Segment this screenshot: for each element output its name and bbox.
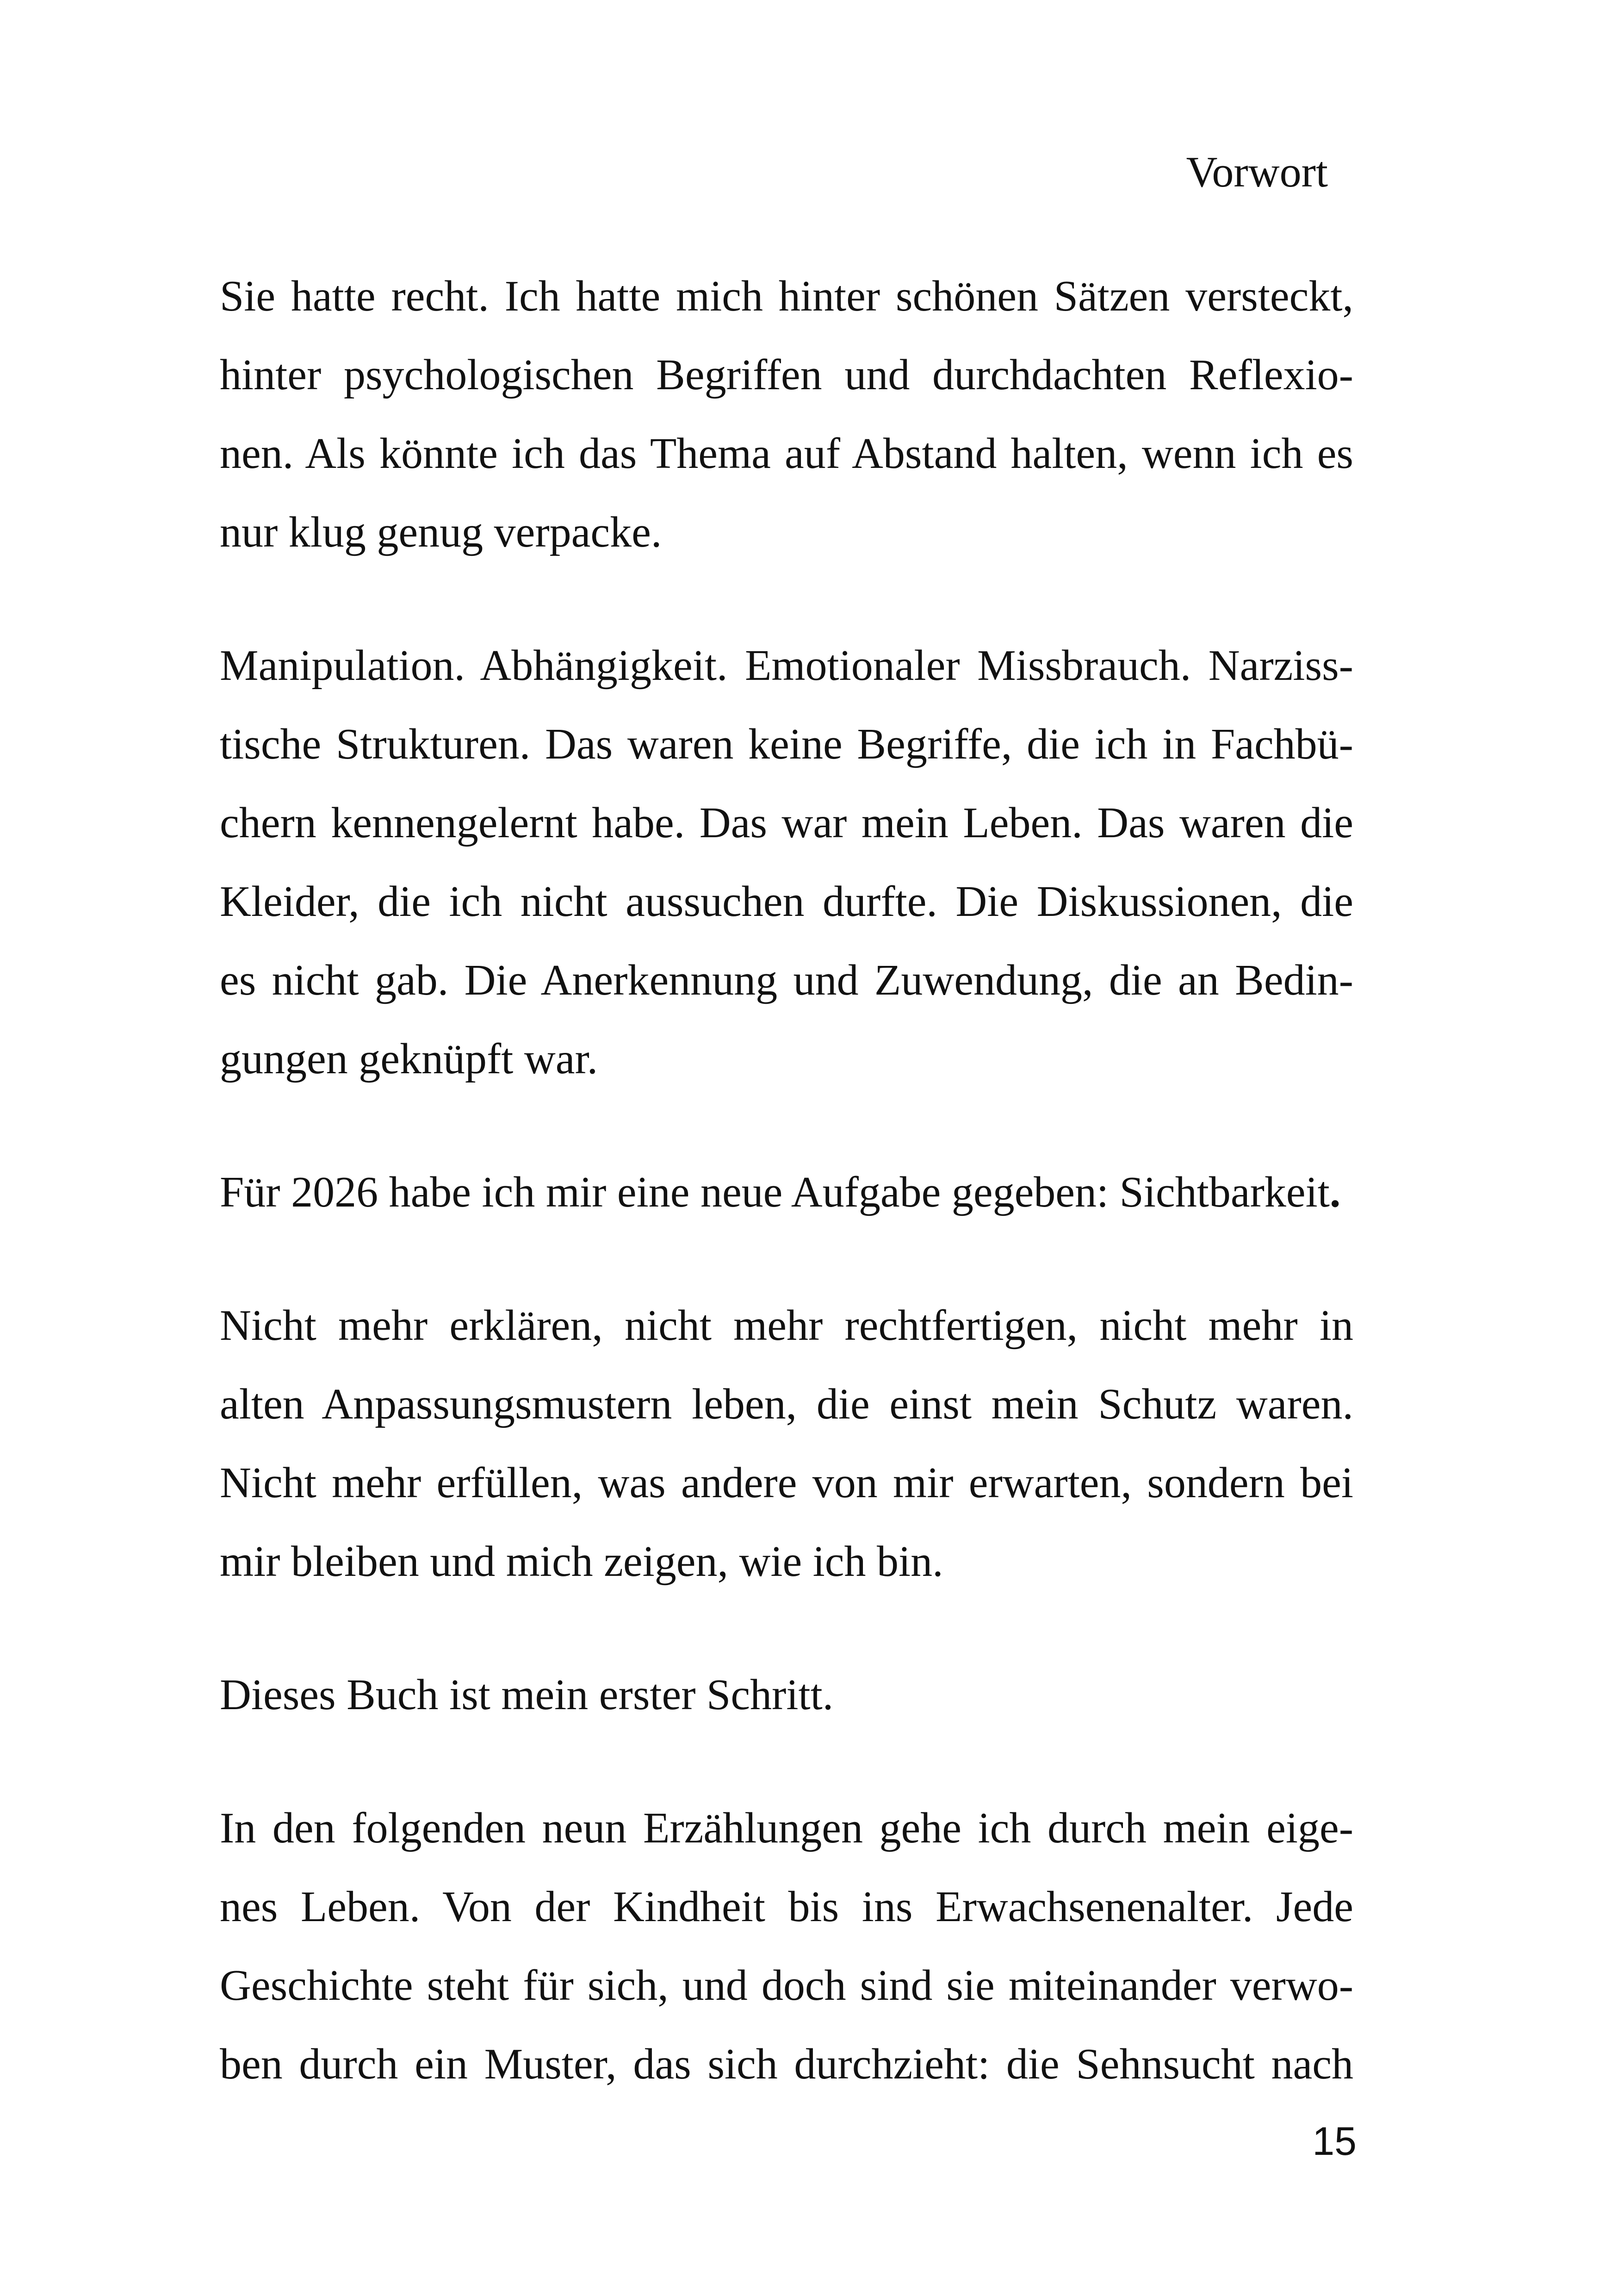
paragraph: [220, 257, 1353, 572]
text-line: es nicht gab. Die Anerkennung und Zuwendung, die an Bedin-: [220, 956, 1353, 1004]
running-header: Vorwort: [1186, 148, 1328, 196]
text-line: Dieses Buch ist mein erster Schritt.: [220, 1671, 834, 1719]
text-line: Geschichte steht für sich, und doch sind sie miteinander verwo-: [220, 1961, 1353, 2010]
text-line: Sie hatte recht. Ich hatte mich hinter schönen Sätzen versteckt,: [220, 272, 1353, 320]
text-line: tische Strukturen. Das waren keine Begriffe, die ich in Fachbü-: [220, 720, 1353, 768]
text-line: nes Leben. Von der Kindheit bis ins Erwachsenenalter. Jede: [220, 1883, 1353, 1931]
text-line: mir bleiben und mich zeigen, wie ich bin.: [220, 1537, 943, 1586]
text-line: Kleider, die ich nicht aussuchen durfte. Die Diskussionen, die: [220, 877, 1353, 926]
paragraph: [220, 1789, 1353, 2103]
text-line: Nicht mehr erklären, nicht mehr rechtfertigen, nicht mehr in: [220, 1301, 1353, 1350]
paragraph: [220, 626, 1353, 1098]
paragraph: [220, 1655, 1353, 1734]
text-line: nur klug genug verpacke.: [220, 508, 662, 556]
text-line: chern kennengelernt habe. Das war mein Leben. Das waren die: [220, 799, 1353, 847]
paragraph: [220, 1153, 1353, 1232]
text-line: [220, 1153, 1353, 1232]
text-line: Nicht mehr erfüllen, was andere von mir erwarten, sondern bei: [220, 1459, 1353, 1507]
body-text: [220, 257, 1353, 2103]
text-line: nen. Als könnte ich das Thema auf Abstand halten, wenn ich es: [220, 429, 1353, 478]
text-line: alten Anpassungsmustern leben, die einst mein Schutz waren.: [220, 1380, 1353, 1428]
text-line: hinter psychologischen Begriffen und durchdachten Reflexio-: [220, 351, 1353, 399]
paragraph: [220, 1286, 1353, 1601]
text-line: Manipulation. Abhängigkeit. Emotionaler Missbrauch. Narziss-: [220, 641, 1353, 690]
text-line: ben durch ein Muster, das sich durchzieht: die Sehnsucht nach: [220, 2040, 1353, 2088]
text-line-content: Für 2026 habe ich mir eine neue Aufgabe gegeben: Sichtbarkeit: [220, 1168, 1330, 1216]
text-line: In den folgenden neun Erzählungen gehe ich durch mein eige-: [220, 1804, 1353, 1852]
bold-period: .: [1329, 1168, 1341, 1216]
text-line: gungen geknüpft war.: [220, 1035, 598, 1083]
page-number: 15: [1312, 2119, 1357, 2164]
